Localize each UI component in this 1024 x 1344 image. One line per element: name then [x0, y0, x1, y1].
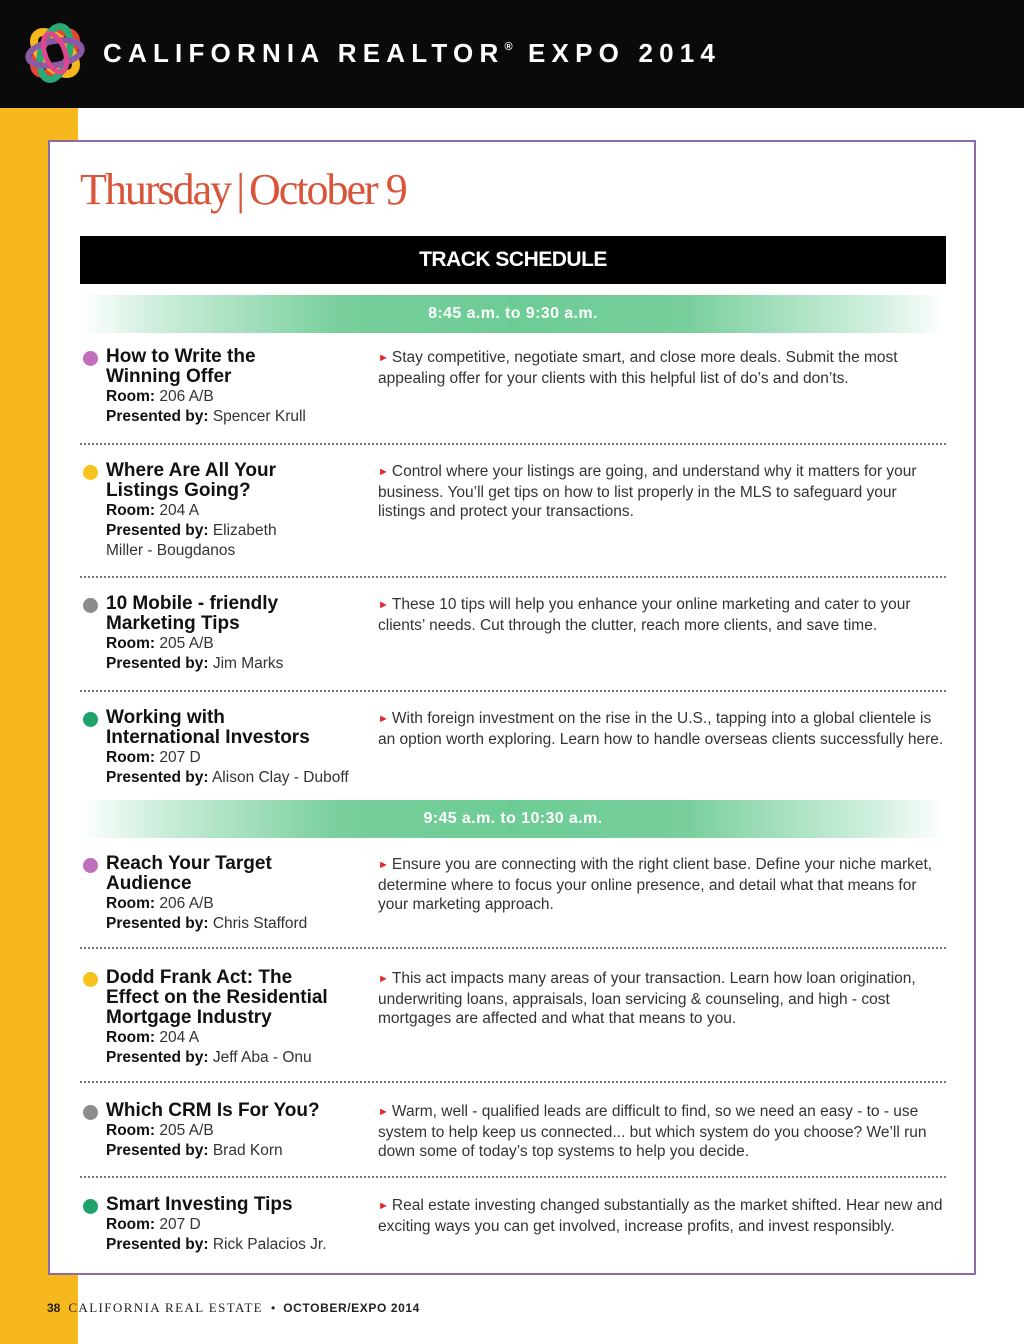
- session-description: ► These 10 tips will help you enhance your online marketing and cater to your clients’ needs. Cut through the clutter, reach more clients, and save time.: [378, 596, 911, 634]
- dotted-divider: [80, 443, 946, 445]
- page-footer: 38 CALIFORNIA REAL ESTATE • OCTOBER/EXPO 2014: [47, 1300, 420, 1315]
- session-presenter: Presented by: Chris Stafford: [106, 915, 308, 932]
- track-dot-icon: [83, 972, 98, 987]
- dotted-divider: [80, 576, 946, 578]
- session-description: ► Warm, well - qualified leads are difficult to find, so we need an easy - to - use system to help keep us connected... but which system do you choose? We’ll run down some of today’s top systems to help you decide.: [378, 1103, 927, 1160]
- session-presenter: Presented by: Elizabeth Miller - Bougdanos: [106, 522, 277, 559]
- session-room: Room: 205 A/B: [106, 635, 214, 652]
- dotted-divider: [80, 947, 946, 949]
- session-presenter: Presented by: Jeff Aba - Onu: [106, 1049, 312, 1066]
- track-schedule-heading: TRACK SCHEDULE: [80, 236, 946, 284]
- session-description: ► Real estate investing changed substantially as the market shifted. Hear new and exciting ways you can get involved, increase profits, and invest responsibly.: [378, 1197, 943, 1235]
- arrow-bullet-icon: ►: [378, 713, 389, 725]
- session-title: Reach Your Target Audience: [106, 853, 272, 894]
- page-title: Thursday | October 9: [80, 165, 406, 214]
- time-slot-banner: 8:45 a.m. to 9:30 a.m.: [80, 295, 946, 333]
- dotted-divider: [80, 1081, 946, 1083]
- dotted-divider: [80, 1176, 946, 1178]
- session-presenter: Presented by: Spencer Krull: [106, 408, 306, 425]
- issue-label: OCTOBER/EXPO 2014: [283, 1301, 420, 1315]
- header-title: CALIFORNIA REALTOR® EXPO 2014: [103, 38, 722, 68]
- arrow-bullet-icon: ►: [378, 1106, 389, 1118]
- session-room: Room: 207 D: [106, 749, 201, 766]
- track-dot-icon: [83, 465, 98, 480]
- session-room: Room: 205 A/B: [106, 1122, 214, 1139]
- arrow-bullet-icon: ►: [378, 599, 389, 611]
- arrow-bullet-icon: ►: [378, 973, 389, 985]
- session-presenter: Presented by: Rick Palacios Jr.: [106, 1236, 327, 1253]
- track-dot-icon: [83, 351, 98, 366]
- session-description: ► Stay competitive, negotiate smart, and close more deals. Submit the most appealing offer for your clients with this helpful list of do’s and don’ts.: [378, 349, 898, 387]
- track-dot-icon: [83, 712, 98, 727]
- session-description: ► This act impacts many areas of your transaction. Learn how loan origination, underwriting loans, appraisals, loan servicing & counseling, and high - cost mortgages are affected and what that means to you.: [378, 970, 916, 1027]
- page-number: 38: [47, 1301, 61, 1315]
- session-title: Smart Investing Tips: [106, 1194, 293, 1215]
- arrow-bullet-icon: ►: [378, 352, 389, 364]
- session-title: Where Are All Your Listings Going?: [106, 460, 276, 501]
- track-dot-icon: [83, 1199, 98, 1214]
- session-title: How to Write the Winning Offer: [106, 346, 256, 387]
- arrow-bullet-icon: ►: [378, 1200, 389, 1212]
- session-title: Which CRM Is For You?: [106, 1100, 320, 1121]
- track-dot-icon: [83, 858, 98, 873]
- arrow-bullet-icon: ►: [378, 466, 389, 478]
- track-dot-icon: [83, 1105, 98, 1120]
- session-presenter: Presented by: Alison Clay - Duboff: [106, 769, 349, 786]
- publication-name: CALIFORNIA REAL ESTATE: [68, 1300, 264, 1315]
- session-title: Dodd Frank Act: The Effect on the Residential Mortgage Industry: [106, 967, 328, 1028]
- session-room: Room: 204 A: [106, 1029, 200, 1046]
- track-dot-icon: [83, 598, 98, 613]
- session-room: Room: 206 A/B: [106, 895, 214, 912]
- session-room: Room: 206 A/B: [106, 388, 214, 405]
- session-room: Room: 204 A: [106, 502, 200, 519]
- session-description: ► Ensure you are connecting with the right client base. Define your niche market, determine where to focus your online presence, and detail what that means for your marketing approach.: [378, 856, 933, 913]
- header-bar: [0, 0, 1024, 108]
- arrow-bullet-icon: ►: [378, 859, 389, 871]
- session-title: Working with International Investors: [106, 707, 310, 748]
- session-presenter: Presented by: Brad Korn: [106, 1142, 283, 1159]
- session-description: ► With foreign investment on the rise in the U.S., tapping into a global clientele is an option worth exploring. Learn how to handle overseas clients successfully here.: [378, 710, 944, 748]
- session-presenter: Presented by: Jim Marks: [106, 655, 284, 672]
- session-description: ► Control where your listings are going, and understand why it matters for your business. You’ll get tips on how to list properly in the MLS to safeguard your listings and protect your transactions.: [378, 463, 917, 520]
- time-slot-banner: 9:45 a.m. to 10:30 a.m.: [80, 800, 946, 838]
- session-room: Room: 207 D: [106, 1216, 201, 1233]
- session-title: 10 Mobile - friendly Marketing Tips: [106, 593, 279, 634]
- dotted-divider: [80, 690, 946, 692]
- expo-logo-icon: [22, 16, 88, 90]
